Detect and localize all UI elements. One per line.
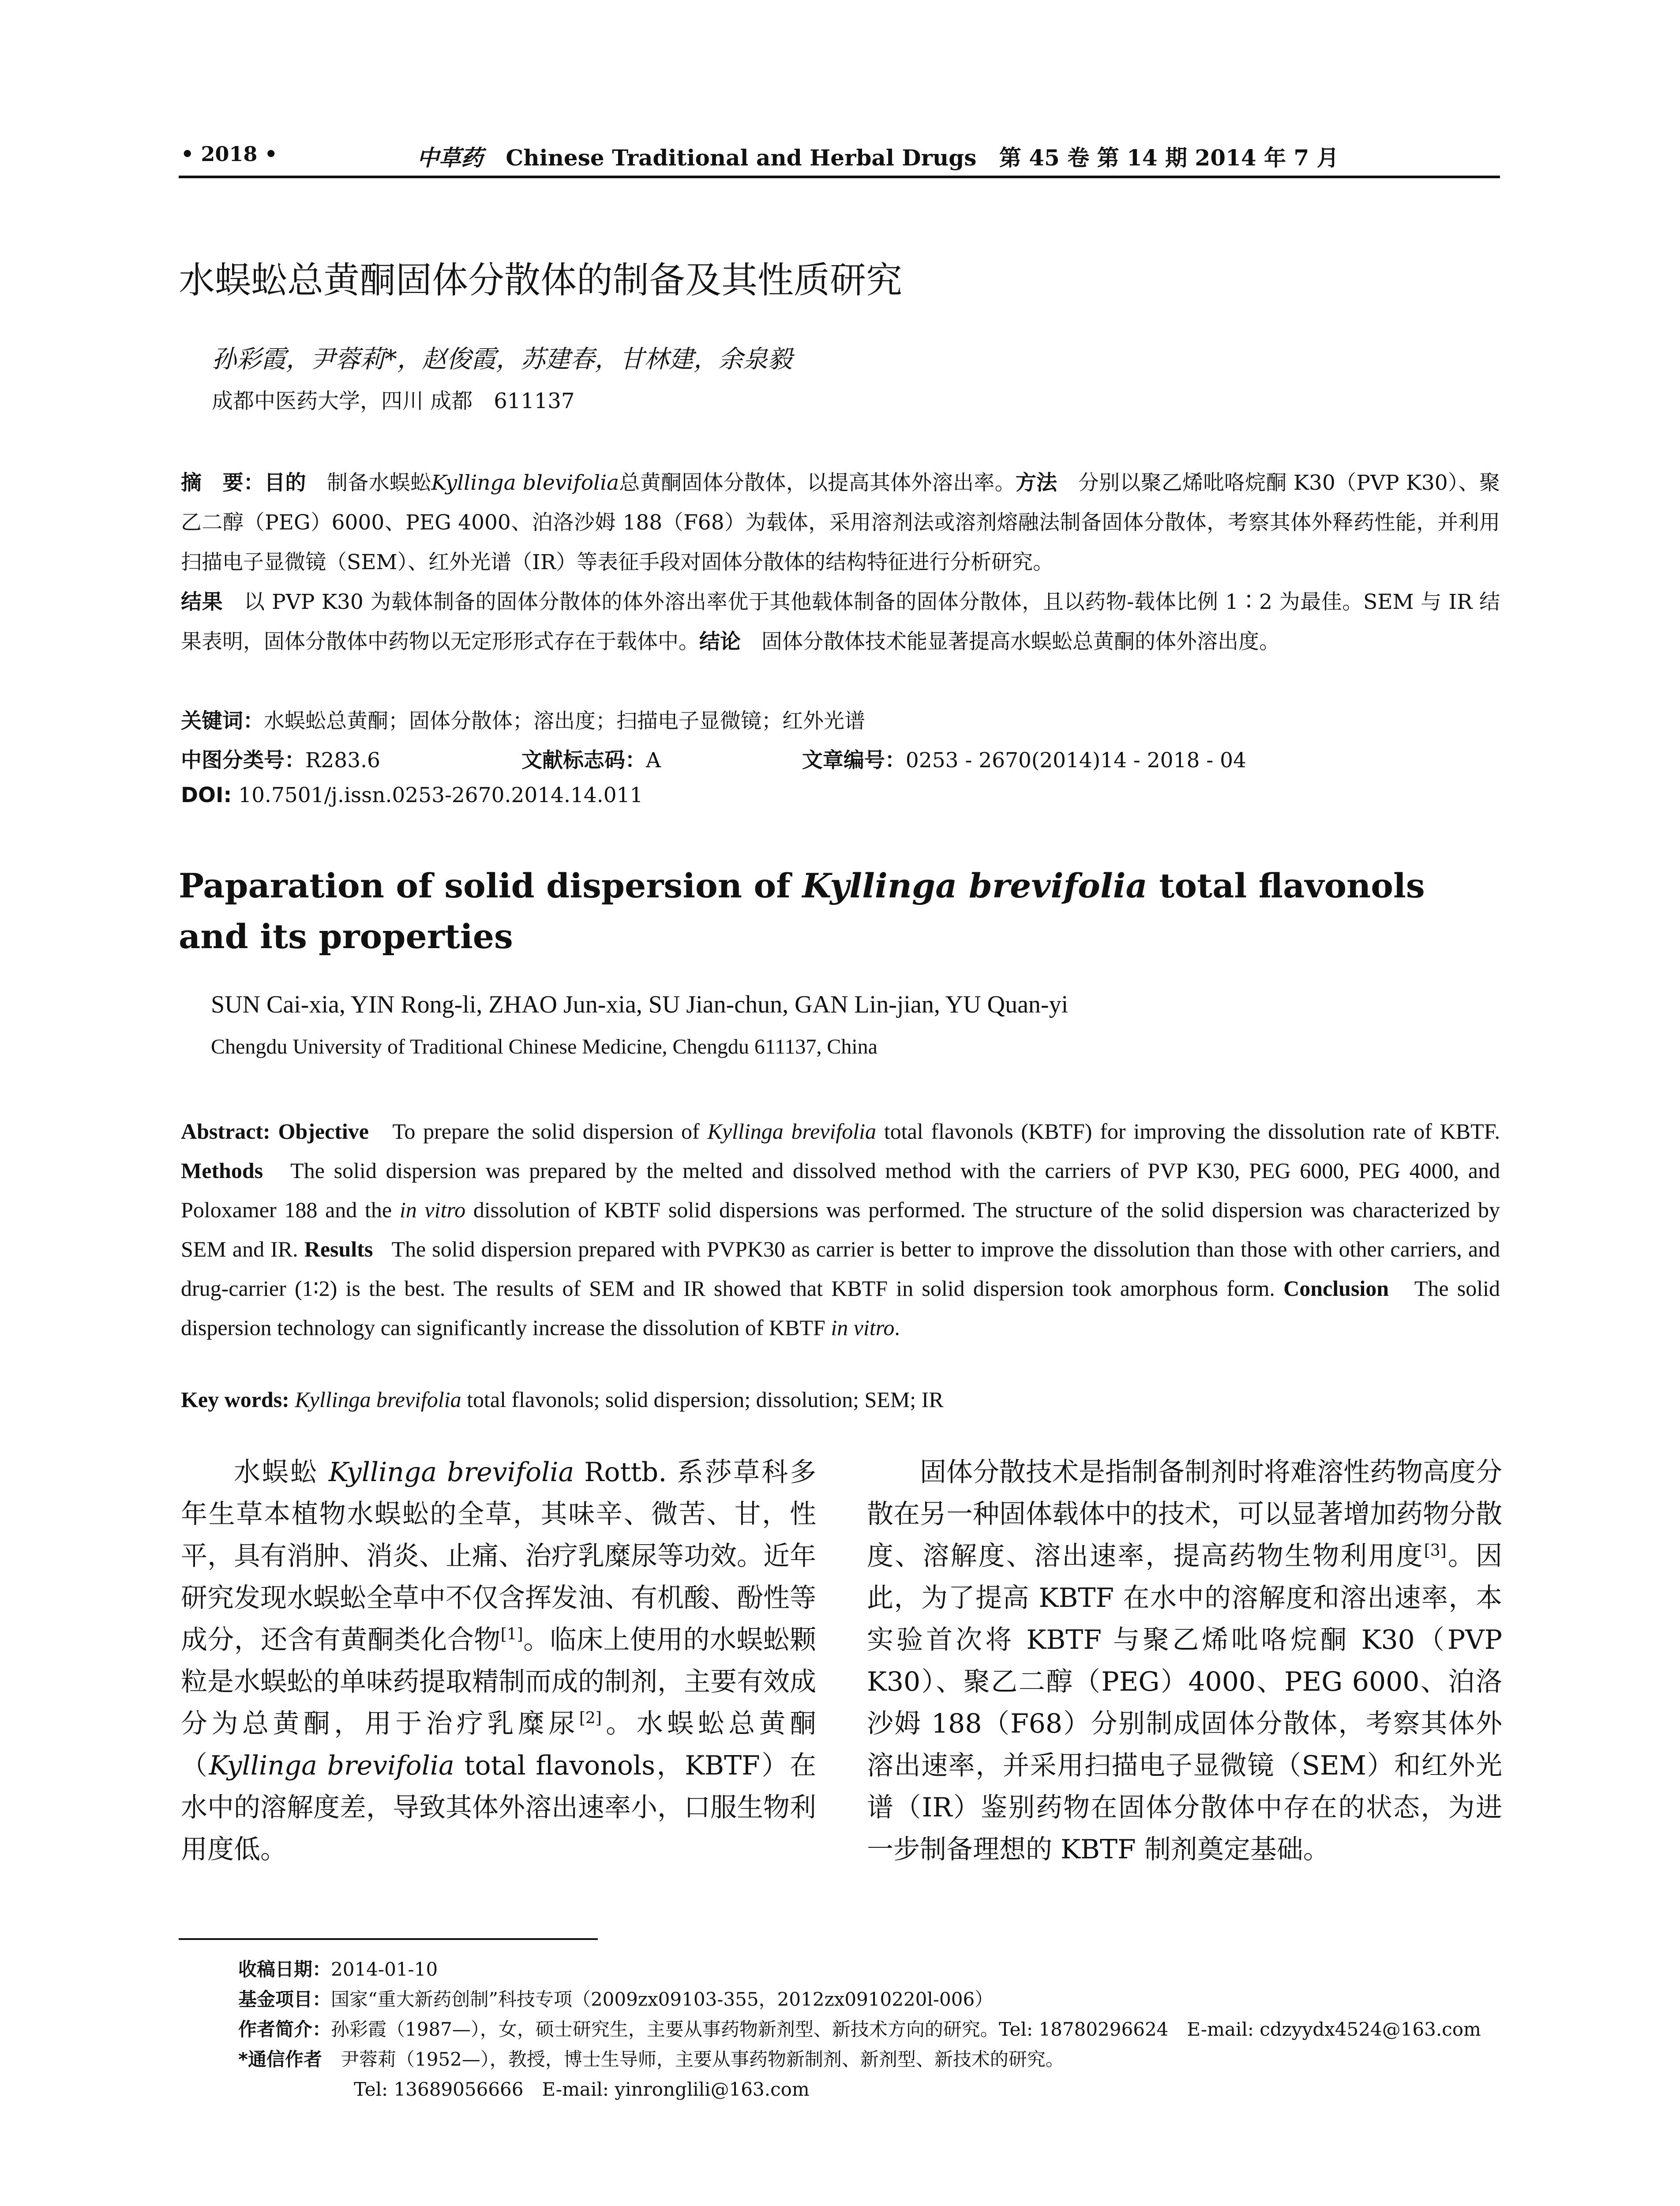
- footnote-corresponding: [238, 2045, 1504, 2075]
- en-keywords: [181, 1387, 944, 1412]
- issue-info: 第 45 卷 第 14 期 2014 年 7 月: [999, 145, 1339, 171]
- doi-label: DOI:: [181, 783, 232, 807]
- body-text: total flavonols，KBTF）在水中的溶解度差，导致其体外溶出速率小，口服生物利用度低。: [181, 1750, 817, 1865]
- en-title: [179, 860, 1502, 962]
- body-text: 水蜈蚣: [234, 1457, 329, 1488]
- en-conclusion-end: .: [894, 1315, 900, 1340]
- article-no-field: [802, 748, 1317, 773]
- en-objective-text-2: total flavonols (KBTF) for improving the dissolution rate of KBTF.: [876, 1119, 1500, 1144]
- article-no-value: 0253 - 2670(2014)14 - 2018 - 04: [905, 748, 1246, 773]
- en-results-label: Results: [304, 1237, 373, 1261]
- footnote-text: 国家“重大新药创制”科技专项（2009zx09103-355，2012zx0910220l-006）: [331, 1988, 994, 2010]
- doc-code-label: 文献标志码：: [521, 748, 646, 773]
- clc-field: [181, 748, 451, 773]
- citation-ref[interactable]: [2]: [579, 1709, 602, 1727]
- doc-code-field: [521, 748, 731, 773]
- footnote-fund: [238, 1985, 1504, 2015]
- en-keywords-species: Kyllinga brevifolia: [295, 1387, 461, 1412]
- footnote-label: 作者简介：: [238, 2018, 331, 2040]
- body-text: 。因此，为了提高 KBTF 在水中的溶解度和溶出速率，本实验首次将 KBTF 与聚乙烯吡咯烷酮 K30（PVP K30）、聚乙二醇（PEG）4000、PEG 6000、泊洛沙姆 188（F68）分别制成固体分散体，考察其体外溶出速率，并采用扫描电子显微镜（SEM）和红外光谱（IR）鉴别药物在固体分散体中存在的状态，为进一步制备理想的 KBTF 制剂奠定基础。: [867, 1541, 1503, 1865]
- doc-code-value: A: [645, 748, 661, 773]
- body-species: Kyllinga brevifolia: [328, 1457, 574, 1488]
- journal-header: [417, 140, 1339, 172]
- cn-title: 水蜈蚣总黄酮固体分散体的制备及其性质研究: [179, 259, 903, 301]
- cn-results-label: 结果: [181, 590, 223, 614]
- en-methods-text: The solid dispersion was prepared by the melted and dissolved method with the carriers of PVP K30, PEG 6000, PEG 4000, and Poloxamer 188 and the: [181, 1158, 1500, 1222]
- en-conclusion-text: The solid dispersion technology can significantly increase the dissolution of KBTF: [181, 1276, 1500, 1340]
- cn-objective-text: 制备水蜈蚣: [327, 471, 431, 495]
- footnote-divider: [179, 1938, 598, 1940]
- en-methods-invitro: in vitro: [399, 1197, 466, 1222]
- en-conclusion-label: Conclusion: [1283, 1276, 1389, 1301]
- en-methods-text-2: dissolution of KBTF solid dispersions was performed. The structure of the solid dispersion was characterized by SEM and IR.: [181, 1197, 1500, 1261]
- cn-authors: 孙彩霞，尹蓉莉*，赵俊霞，苏建春，甘林建，余泉毅: [212, 345, 792, 374]
- journal-name-cn: 中草药: [417, 145, 483, 171]
- en-abstract: [181, 1112, 1500, 1347]
- body-species: Kyllinga brevifolia: [209, 1750, 454, 1781]
- doi-line: [181, 783, 643, 807]
- cn-abstract: [181, 463, 1500, 662]
- article-no-label: 文章编号：: [802, 748, 906, 773]
- en-abstract-label: Abstract: Objective: [181, 1119, 369, 1144]
- body-column-left: [181, 1452, 816, 1871]
- footnote-label: 基金项目：: [238, 1988, 331, 2010]
- header-divider: [179, 176, 1500, 178]
- cn-keywords-text: 水蜈蚣总黄酮；固体分散体；溶出度；扫描电子显微镜；红外光谱: [264, 709, 865, 733]
- footnote-author: [238, 2015, 1504, 2045]
- footnote-label: *通信作者: [238, 2048, 322, 2070]
- en-methods-label: Methods: [181, 1158, 263, 1183]
- en-objective-text: To prepare the solid dispersion of: [392, 1119, 708, 1144]
- cn-abstract-label: 摘 要：: [181, 471, 265, 495]
- cn-methods-label: 方法: [1015, 471, 1058, 495]
- body-paragraph-intro: [181, 1452, 816, 1871]
- journal-name-en: Chinese Traditional and Herbal Drugs: [506, 145, 977, 171]
- cn-conclusion-label: 结论: [699, 630, 741, 654]
- page-number: • 2018 •: [181, 142, 278, 166]
- footnotes: [238, 1955, 1504, 2105]
- cn-affiliation: 成都中医药大学，四川 成都 611137: [212, 389, 575, 413]
- cn-classification: [181, 744, 1388, 773]
- cn-conclusion-text: 固体分散体技术能显著提高水蜈蚣总黄酮的体外溶出度。: [761, 630, 1280, 654]
- cn-keywords: [181, 705, 865, 734]
- en-results-text: The solid dispersion prepared with PVPK30 as carrier is better to improve the dissolution than those with other carriers, and drug-carrier (1∶2) is the best. The results of SEM and IR showed that KBTF in solid dispersion took amorphous form.: [181, 1237, 1500, 1301]
- body-text: 。水蜈蚣总黄酮（: [181, 1708, 817, 1781]
- body-text: Rottb. 系莎草科多年生草本植物水蜈蚣的全草，其味辛、微苦、甘，性平，具有消肿、消炎、止痛、治疗乳糜尿等功效。近年研究发现水蜈蚣全草中不仅含挥发油、有机酸、酚性等成分，还含有黄酮类化合物: [181, 1457, 817, 1655]
- cn-methods-text: 分别以聚乙烯吡咯烷酮 K30（PVP K30）、聚乙二醇（PEG）6000、PEG 4000、泊洛沙姆 188（F68）为载体，采用溶剂法或溶剂熔融法制备固体分散体，考察其体外释药性能，并利用扫描电子显微镜（SEM）、红外光谱（IR）等表征手段对固体分散体的结构特征进行分析研究。: [181, 471, 1500, 574]
- cn-results-text: 以 PVP K30 为载体制备的固体分散体的体外溶出率优于其他载体制备的固体分散体，且以药物-载体比例 1∶2 为最佳。SEM 与 IR 结果表明，固体分散体中药物以无定形形式存在于载体中。: [181, 590, 1500, 654]
- en-objective-species: Kyllinga brevifolia: [707, 1119, 877, 1144]
- footnote-text: 尹蓉莉（1952—），教授，博士生导师，主要从事药物新制剂、新剂型、新技术的研究。: [322, 2048, 1064, 2070]
- doi-value: 10.7501/j.issn.0253-2670.2014.14.011: [238, 783, 643, 807]
- en-keywords-label: Key words:: [181, 1387, 289, 1412]
- cn-objective-text-2: 总黄酮固体分散体，以提高其体外溶出率。: [619, 471, 1016, 495]
- body-paragraph-method: [867, 1452, 1502, 1871]
- cn-objective-species: Kyllinga blevifolia: [431, 471, 619, 495]
- body-column-right: [867, 1452, 1502, 1871]
- footnote-corresponding-contact: Tel: 13689056666 E-mail: yinronglili@163.com: [354, 2078, 810, 2100]
- clc-label: 中图分类号：: [181, 748, 305, 773]
- en-title-species: Kyllinga brevifolia: [802, 866, 1148, 905]
- en-title-a: Paparation of solid dispersion of: [179, 866, 802, 905]
- cn-keywords-label: 关键词：: [181, 709, 264, 733]
- clc-value: R283.6: [305, 748, 380, 773]
- en-keywords-text: total flavonols; solid dispersion; dissolution; SEM; IR: [461, 1387, 944, 1412]
- body-text: 。临床上使用的水蜈蚣颗粒是水蜈蚣的单味药提取精制而成的制剂，主要有效成分为总黄酮，用于治疗乳糜尿: [181, 1624, 817, 1739]
- en-conclusion-invitro: in vitro: [831, 1315, 895, 1340]
- en-title-b: total flavonols and its properties: [179, 866, 1425, 956]
- body-text: 固体分散技术是指制备制剂时将难溶性药物高度分散在另一种固体载体中的技术，可以显著增加药物分散度、溶解度、溶出速率，提高药物生物利用度: [867, 1457, 1502, 1572]
- footnote-received: [238, 1955, 1504, 1985]
- citation-ref[interactable]: [1]: [500, 1625, 523, 1643]
- footnote-text: 2014-01-10: [331, 1958, 438, 1980]
- cn-objective-label: 目的: [264, 471, 306, 495]
- citation-ref[interactable]: [3]: [1424, 1542, 1447, 1560]
- en-authors: SUN Cai-xia, YIN Rong-li, ZHAO Jun-xia, SU Jian-chun, GAN Lin-jian, YU Quan-yi: [211, 991, 1069, 1018]
- footnote-label: 收稿日期：: [238, 1958, 331, 1980]
- en-affiliation: Chengdu University of Traditional Chinese Medicine, Chengdu 611137, China: [211, 1035, 878, 1058]
- footnote-text: 孙彩霞（1987—），女，硕士研究生，主要从事药物新剂型、新技术方向的研究。Tel: 18780296624 E-mail: cdzyydx4524@163.com: [331, 2018, 1481, 2040]
